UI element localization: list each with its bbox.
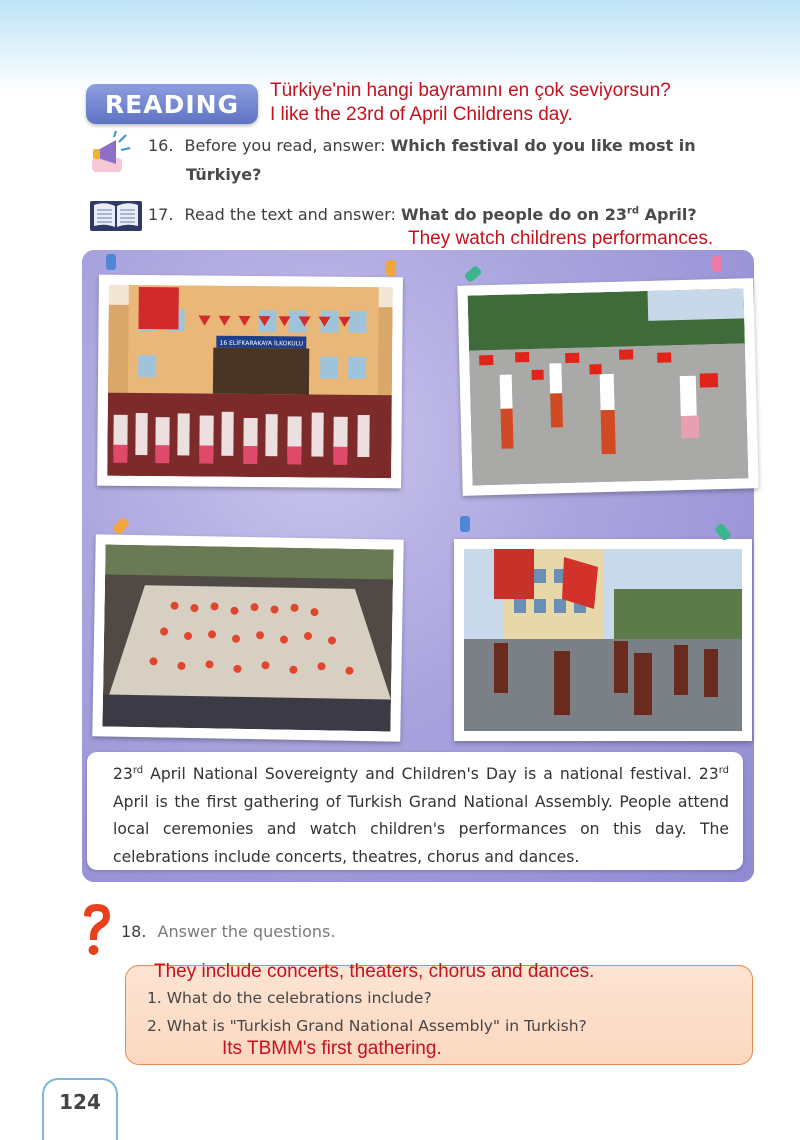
question-17-number: 17.	[148, 205, 174, 224]
question-16-text: Which festival do you like most in	[390, 136, 696, 155]
question-16-line2	[186, 160, 261, 189]
handwritten-answer-18-2: Its TBMM's first gathering.	[222, 1038, 442, 1059]
handwritten-answer-17: They watch childrens performances.	[408, 228, 714, 249]
passage-sup-2: rd	[718, 764, 729, 776]
question-16-number: 16.	[148, 136, 174, 155]
school-sign-text: 16 ELİFKARAKAYA İLKOKULU	[219, 339, 304, 348]
push-pin-icon	[460, 516, 470, 532]
push-pin-icon	[712, 256, 722, 272]
question-17-sup: rd	[627, 205, 640, 217]
handwritten-answer-header: I like the 23rd of April Childrens day.	[270, 104, 573, 125]
passage-date-1: 23	[113, 765, 133, 783]
question-17-text-b: April?	[639, 205, 697, 224]
passage-sentence-2: April is the first gathering of Turkish Grand National Assembly. People attend local ceremonies and watch children's performances on this day. The celebrations include concerts, theatres, chorus and dances.	[113, 792, 729, 866]
question-17-lead: Read the text and answer:	[184, 205, 396, 224]
page-number: 124	[59, 1090, 101, 1114]
passage-sentence-1: April National Sovereignty and Children's Day is a national festival.	[143, 765, 692, 783]
question-18-number: 18.	[121, 922, 147, 941]
question-18-instruction: Answer the questions.	[157, 922, 336, 941]
megaphone-icon	[86, 130, 134, 178]
photo-crowd-performance	[92, 534, 403, 741]
push-pin-icon	[106, 254, 116, 270]
question-16-text-cont: Türkiye?	[186, 165, 262, 184]
reading-passage-box	[87, 752, 743, 870]
reading-passage	[87, 752, 743, 871]
reading-badge	[86, 84, 258, 124]
question-17	[148, 200, 697, 229]
question-mark-icon	[80, 902, 114, 958]
handwritten-answer-18-1: They include concerts, theaters, chorus and dances.	[154, 961, 595, 982]
question-16-lead: Before you read, answer:	[184, 136, 386, 155]
page-number-tab	[42, 1078, 118, 1140]
answer-item-1: 1. What do the celebrations include?	[147, 989, 432, 1007]
push-pin-icon	[386, 260, 396, 276]
passage-sup-1: rd	[132, 764, 144, 776]
photo-children-dance	[457, 278, 758, 496]
photo-school-ceremony	[97, 275, 403, 489]
answer-item-2: 2. What is "Turkish Grand National Assembly" in Turkish?	[147, 1017, 587, 1035]
question-18	[121, 917, 335, 946]
reading-badge-label: READING	[104, 89, 240, 119]
question-16-line1	[148, 131, 696, 160]
handwritten-question: Türkiye'nin hangi bayramını en çok seviyorsun?	[270, 80, 671, 101]
photo-traditional-dance	[454, 539, 752, 741]
passage-date-2: 23	[698, 765, 719, 783]
book-icon	[88, 197, 144, 233]
question-17-text-a: What do people do on 23	[401, 205, 627, 224]
